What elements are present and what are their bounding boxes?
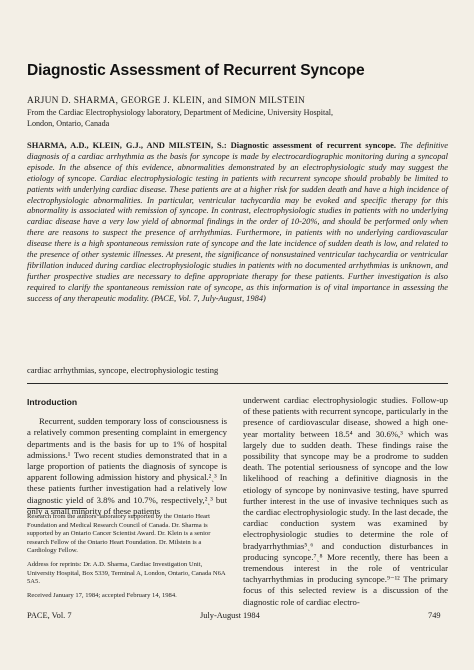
abstract-citation: SHARMA, A.D., KLEIN, G.J., AND MILSTEIN, S.: Diagnostic assessment of recurrent syncope. [27, 140, 396, 150]
affiliation [27, 108, 457, 129]
article-title: Diagnostic Assessment of Recurrent Syncope [27, 62, 365, 79]
author-list: ARJUN D. SHARMA, GEORGE J. KLEIN, and SIMON MILSTEIN [27, 96, 306, 106]
section-heading-introduction: Introduction [27, 397, 78, 407]
footnote-support: Research from the authors' laboratory supported by the Ontario Heart Foundation and Medical Research Council of Canada. Dr. Sharma is supported by an Ontario Cancer Scientist Award. Dr. Klein is a senior research Fellow of the Ontario Heart Foundation. Dr. Milstein is a Cardiology Fellow. [27, 513, 211, 555]
footer-journal: PACE, Vol. 7 [27, 611, 72, 620]
footnote-received: Received January 17, 1984; accepted February 14, 1984. [27, 591, 177, 599]
left-column [27, 395, 227, 517]
footnote-reprints: Address for reprints: Dr. A.D. Sharma, Cardiac Investigation Unit, University Hospital, Box 5339, Terminal A, London, Ontario, Canada N6A 5A5. [27, 560, 226, 586]
right-column-text: underwent cardiac electrophysiologic studies. Follow-up of these patients with recurrent syncope, particularly in the presence of cardiovascular disease, showed a high one-year mortality between 18.5⁴ and 30.6%,³ which was largely due to sudden death. These findings raise the possibility that syncope may be a prodrome to sudden death. The potential seriousness of syncope and the low likelihood of reaching a definitive diagnosis in the etiology of syncope by noninvasive testing, have spurred further interest in the use of invasive techniques such as the cardiac electrophysiologic study. In the last decade, the cardiac conduction system was examined by electrophysiologic studies to determine the role of bradyarrhythmias⁵ˎ⁶ and conduction disturbances in producing syncope.⁷ˎ⁸ More recently, there has been a tremendous interest in the role of ventricular tachyarrhythmias in producing syncope.⁹⁻¹² The primary focus of this selected review is a discussion of the diagnostic role of cardiac electro- [243, 395, 448, 607]
introduction-paragraph: Recurrent, sudden temporary loss of consciousness is a relatively common presenting complaint in emergency departments and is the basis for up to 1% of hospital admissions.¹ Two recent studies demonstrated that in a large proportion of patients the diagnosis of syncope is apparent following admission history and physical.²ˎ³ In these patients further investigation had a relatively low diagnostic yield of 3.8% and 10.7%, respectively,²ˎ³ but only a small minority of these patients [27, 416, 227, 516]
footer-page-number: 749 [428, 611, 441, 620]
affiliation-line-1: From the Cardiac Electrophysiology laboratory, Department of Medicine, University Hospital, [27, 108, 334, 117]
affiliation-line-2: London, Ontario, Canada [27, 118, 110, 128]
abstract [27, 140, 448, 304]
abstract-text: The definitive diagnosis of a cardiac arrhythmia as the basis for syncope is made by electrocardiographic monitoring during a syncopal episode. In the absence of this evidence, abnormalities demonstrated by an electrophysiologic study may suggest the etiology of syncope. Cardiac electrophysiologic testing in patients with recurrent syncope should probably be limited to patients with underlying cardiac disease. These patients are at a higher risk for sudden death and have a high incidence of electrophysiologic abnormalities. In particular, ventricular tachycardia may be evoked and specific therapy for this abnormality is associated with remission of syncope. In contrast, electrophysiologic studies in patients with no underlying cardiac disease have a very low yield of abnormal findings in the order of 10-20%, and should be performed only when there are reasons to suspect the presence of arrhythmias. Furthermore, in patients with no underlying cardiovascular disease there is a high spontaneous remission rate of syncope and the late incidence of sudden death is low, and related to the presence of other systemic illnesses. At present, the significance of nonsustained ventricular tachycardia or ventricular fibrillation induced during cardiac electrophysiologic studies in patients with no documented arrhythmias is unknown, and further prospective studies are necessary to define appropriate therapy for these patients. Further investigation is also required to clarify the spontaneous remission rate of syncope, as this information is of vital importance in assessing the success of any therapeutic modality. (PACE, Vol. 7, July-August, 1984) [27, 140, 448, 303]
keywords: cardiac arrhythmias, syncope, electrophysiologic testing [27, 365, 219, 375]
footnotes [27, 513, 227, 605]
footer-issue: July-August 1984 [200, 611, 260, 620]
footnote-divider [27, 508, 87, 509]
right-column [243, 395, 448, 608]
section-divider [27, 383, 448, 384]
